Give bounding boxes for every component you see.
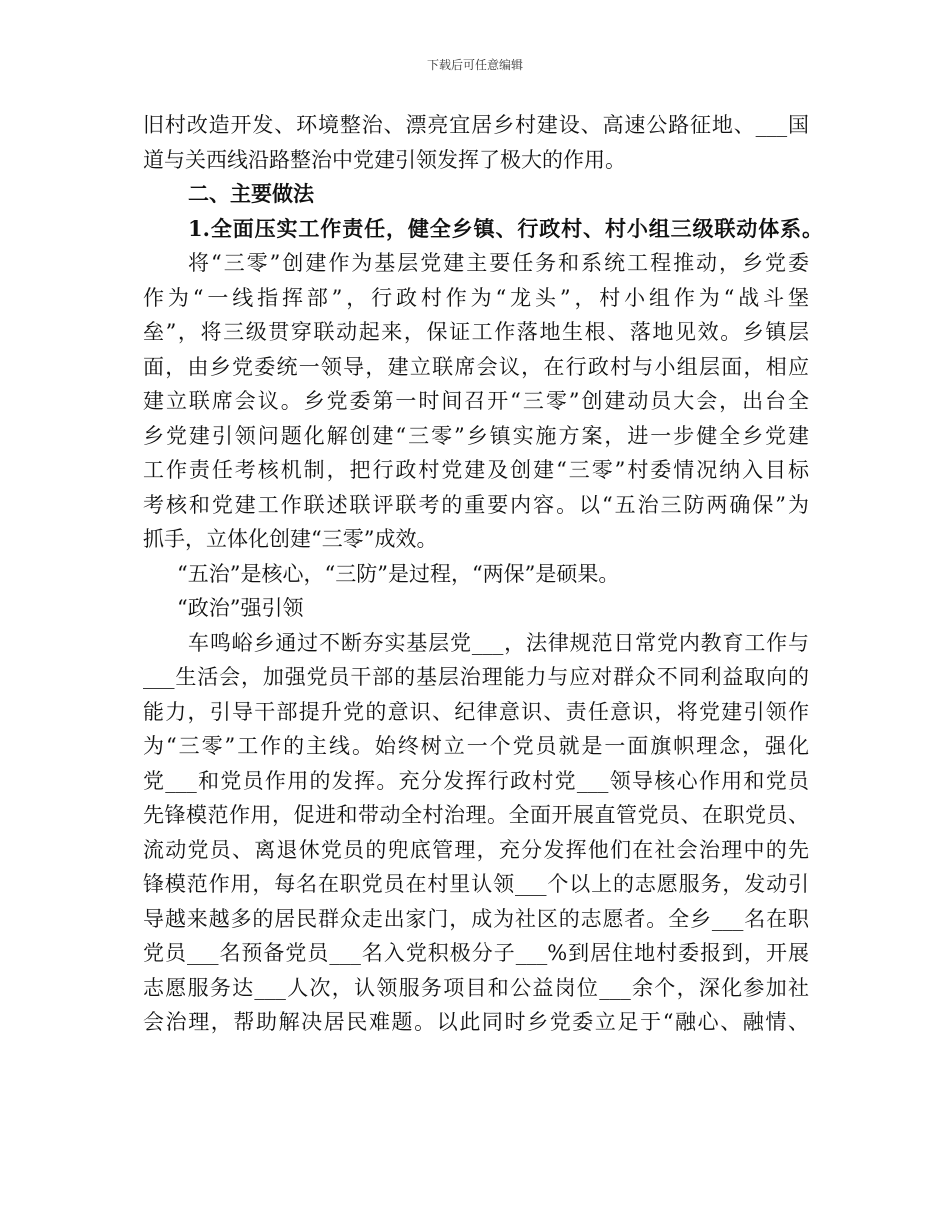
body-line: 为“三零”工作的主线。始终树立一个党员就是一面旗帜理念，强化: [143, 734, 809, 758]
body-line: 工作责任考核机制，把行政村党建及创建“三零”村委情况纳入目标: [143, 458, 809, 482]
body-line: 作为“一线指挥部”，行政村作为“龙头”，村小组作为“战斗堡: [143, 285, 809, 310]
body-line: 流动党员、离退休党员的兜底管理，充分发挥他们在社会治理中的先: [143, 837, 809, 862]
body-line: 垒”，将三级贯穿联动起来，保证工作落地生根、落地见效。乡镇层: [143, 320, 809, 344]
body-line: 考核和党建工作联述联评联考的重要内容。以“五治三防两确保”为: [143, 492, 809, 517]
subsection-heading: 1.全面压实工作责任，健全乡镇、行政村、村小组三级联动体系。: [188, 215, 823, 241]
body-line: 旧村改造开发、环境整治、漂亮宜居乡村建设、高速公路征地、___国: [143, 113, 809, 137]
body-line: 会治理，帮助解决居民难题。以此同时乡党委立足于“融心、融情、: [143, 1010, 809, 1034]
body-line: 抓手，立体化创建“三零”成效。: [143, 527, 438, 551]
body-line: 能力，引导干部提升党的意识、纪律意识、责任意识，将党建引领作: [143, 699, 809, 724]
page-header: 下载后可任意编辑: [426, 58, 523, 72]
body-line: 先锋模范作用，促进和带动全村治理。全面开展直管党员、在职党员、: [143, 803, 809, 827]
body-line: 道与关西线沿路整治中党建引领发挥了极大的作用。: [143, 147, 626, 172]
body-line: “五治”是核心，“三防”是过程，“两保”是硕果。: [177, 561, 620, 586]
body-line: 锋模范作用，每名在职党员在村里认领___个以上的志愿服务，发动引: [143, 872, 809, 896]
section-heading: 二、主要做法: [188, 181, 314, 206]
body-line: 将“三零”创建作为基层党建主要任务和系统工程推动，乡党委: [188, 251, 809, 275]
body-line: 车鸣峪乡通过不断夯实基层党___，法律规范日常党内教育工作与: [188, 630, 809, 655]
body-line: “政治”强引领: [177, 596, 304, 620]
body-line: 导越来越多的居民群众走出家门，成为社区的志愿者。全乡___名在职: [143, 906, 809, 931]
body-line: ___生活会，加强党员干部的基层治理能力与应对群众不同利益取向的: [143, 665, 809, 689]
document-body: [143, 108, 823, 1040]
body-line: 乡党建引领问题化解创建“三零”乡镇实施方案，进一步健全乡党建: [143, 423, 809, 448]
body-line: 党___和党员作用的发挥。充分发挥行政村党___领导核心作用和党员: [143, 768, 809, 793]
body-line: 建立联席会议。乡党委第一时间召开“三零”创建动员大会，出台全: [143, 389, 809, 413]
body-line: 党员___名预备党员___名入党积极分子___%到居住地村委报到，开展: [143, 941, 809, 965]
body-line: 面，由乡党委统一领导，建立联席会议，在行政村与小组层面，相应: [143, 354, 809, 379]
body-line: 志愿服务达___人次，认领服务项目和公益岗位___余个，深化参加社: [143, 975, 809, 1000]
